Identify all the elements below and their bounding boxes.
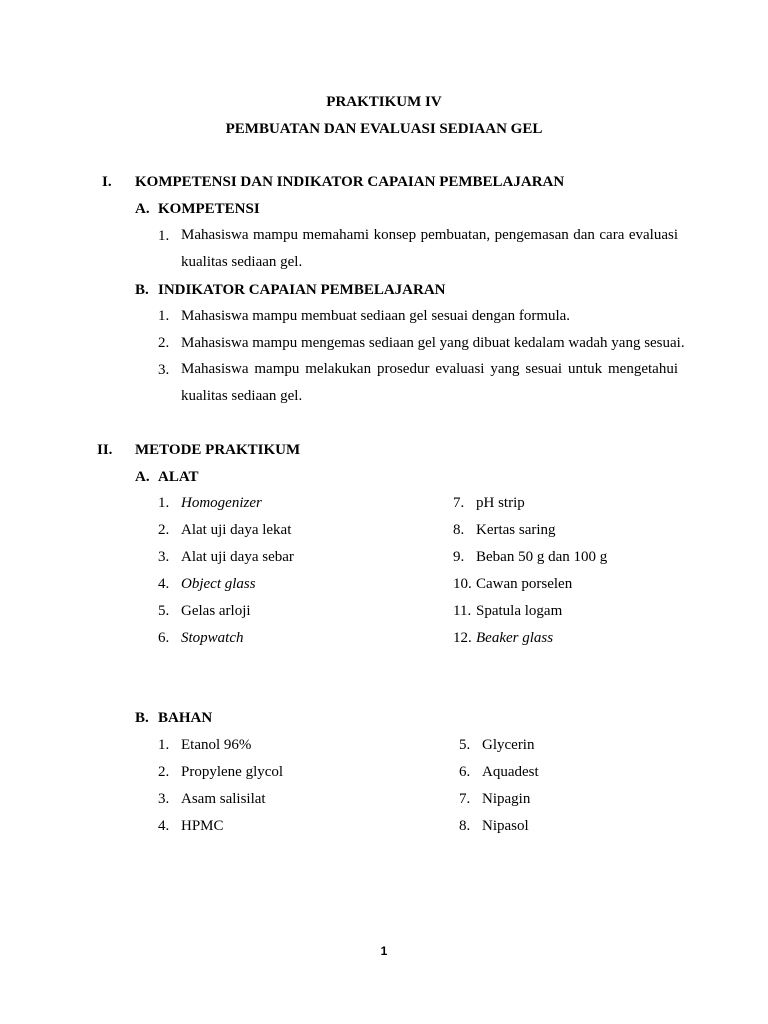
subsection-1a-heading: KOMPETENSI — [158, 201, 260, 217]
list-item-text: Homogenizer — [181, 495, 262, 511]
list-item-number: 2. — [158, 764, 170, 780]
list-item-text: Stopwatch — [181, 630, 244, 646]
section-1-number: I. — [102, 174, 112, 190]
list-item-number: 5. — [158, 603, 170, 619]
list-item-text: Object glass — [181, 576, 256, 592]
subsection-1b-heading: INDIKATOR CAPAIAN PEMBELAJARAN — [158, 282, 446, 298]
list-item-number: 5. — [459, 737, 471, 753]
list-item-text: pH strip — [476, 495, 525, 511]
list-item-number: 1. — [158, 737, 170, 753]
list-item-number: 8. — [459, 818, 471, 834]
list-item-number: 1. — [158, 308, 170, 324]
list-item-text: Asam salisilat — [181, 791, 266, 807]
list-item-number: 9. — [453, 549, 465, 565]
list-item-number: 6. — [459, 764, 471, 780]
list-item-number: 7. — [459, 791, 471, 807]
list-item-text: Glycerin — [482, 737, 535, 753]
section-2-number: II. — [97, 442, 113, 458]
list-item-number: 1. — [158, 495, 170, 511]
section-2-heading: METODE PRAKTIKUM — [135, 442, 301, 458]
list-item-number: 10. — [453, 576, 472, 592]
list-item-text: Alat uji daya lekat — [181, 522, 292, 538]
subsection-2b-heading: BAHAN — [158, 710, 213, 726]
list-item-text: Etanol 96% — [181, 737, 252, 753]
list-item-text: Nipasol — [482, 818, 529, 834]
list-item-text: Cawan porselen — [476, 576, 573, 592]
list-item-text: Mahasiswa mampu memahami konsep pembuatan, pengemasan dan cara evaluasi kualitas sediaan gel. — [181, 227, 678, 270]
list-item-number: 3. — [158, 791, 170, 807]
list-item-number: 8. — [453, 522, 465, 538]
document-title: PRAKTIKUM IV — [326, 94, 442, 110]
list-item-text: Mahasiswa mampu membuat sediaan gel sesuai dengan formula. — [181, 308, 571, 324]
list-item-number: 1. — [158, 228, 170, 244]
list-item-number: 12. — [453, 630, 472, 646]
section-1-heading: KOMPETENSI DAN INDIKATOR CAPAIAN PEMBELAJARAN — [135, 174, 565, 190]
subsection-2b-letter: B. — [135, 710, 149, 726]
list-item-text: Nipagin — [482, 791, 531, 807]
list-item-number: 4. — [158, 818, 170, 834]
list-item-text: Propylene glycol — [181, 764, 284, 780]
document-subtitle: PEMBUATAN DAN EVALUASI SEDIAAN GEL — [225, 121, 543, 137]
list-item-text: Kertas saring — [476, 522, 556, 538]
list-item-number: 7. — [453, 495, 465, 511]
list-item-text: Beaker glass — [476, 630, 554, 646]
list-item-number: 3. — [158, 362, 170, 378]
page-number: 1 — [380, 944, 388, 958]
list-item-number: 6. — [158, 630, 170, 646]
list-item-number: 3. — [158, 549, 170, 565]
list-item-number: 2. — [158, 335, 170, 351]
list-item-number: 11. — [453, 603, 472, 619]
list-item-text: Mahasiswa mampu melakukan prosedur evaluasi yang sesuai untuk mengetahui kualitas sediaan gel. — [181, 361, 678, 404]
list-item-text: Mahasiswa mampu mengemas sediaan gel yang dibuat kedalam wadah yang sesuai. — [181, 335, 685, 351]
subsection-1b-letter: B. — [135, 282, 149, 298]
subsection-2a-heading: ALAT — [158, 469, 199, 485]
list-item-text: Beban 50 g dan 100 g — [476, 549, 608, 565]
subsection-2a-letter: A. — [135, 469, 150, 485]
list-item-text: HPMC — [181, 818, 224, 834]
list-item-text: Spatula logam — [476, 603, 563, 619]
list-item-number: 2. — [158, 522, 170, 538]
list-item-text: Alat uji daya sebar — [181, 549, 294, 565]
list-item-text: Aquadest — [482, 764, 539, 780]
subsection-1a-letter: A. — [135, 201, 150, 217]
list-item-number: 4. — [158, 576, 170, 592]
list-item-text: Gelas arloji — [181, 603, 251, 619]
